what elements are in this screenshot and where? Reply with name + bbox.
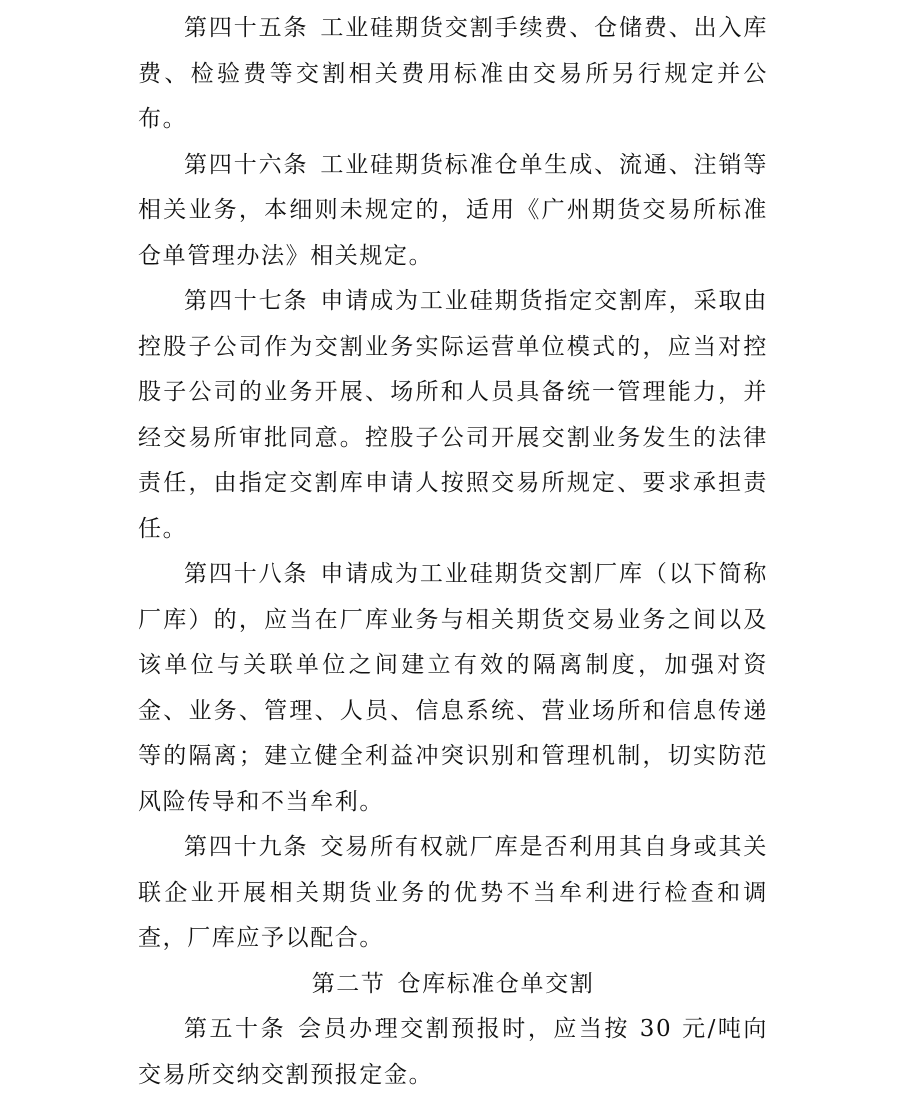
article-50 [138,1007,768,1098]
article-49 [138,825,768,962]
section-heading [138,962,768,1008]
article-47 [138,279,768,552]
article-number: 第五十条 [184,1016,287,1042]
section-number: 第二节 [311,970,386,997]
article-text: 会员办理交割预报时，应当按 30 元/吨向交易所交纳交割预报定金。 [138,1016,768,1088]
article-text: 申请成为工业硅期货交割厂库（以下简称厂库）的，应当在厂库业务与相关期货交易业务之间以及该单位与关联单位之间建立有效的隔离制度，加强对资金、业务、管理、人员、信息系统、营业场所和信息传递等的隔离；建立健全利益冲突识别和管理机制，切实防范风险传导和不当牟利。 [138,561,768,815]
article-number: 第四十八条 [184,561,309,587]
section-title-text: 仓库标准仓单交割 [397,970,595,997]
article-text: 工业硅期货标准仓单生成、流通、注销等相关业务，本细则未规定的，适用《广州期货交易所标准仓单管理办法》相关规定。 [138,151,768,269]
article-number: 第四十九条 [184,834,309,860]
article-text: 交易所有权就厂库是否利用其自身或其关联企业开展相关期货业务的优势不当牟利进行检查和调查，厂库应予以配合。 [138,834,768,951]
article-number: 第四十六条 [184,151,309,178]
article-46 [138,143,768,280]
article-text: 工业硅期货交割手续费、仓储费、出入库费、检验费等交割相关费用标准由交易所另行规定并公布。 [138,15,768,132]
article-number: 第四十五条 [184,15,309,41]
article-45 [138,6,768,143]
article-number: 第四十七条 [184,288,309,314]
article-text: 申请成为工业硅期货指定交割库，采取由控股子公司作为交割业务实际运营单位模式的，应当对控股子公司的业务开展、场所和人员具备统一管理能力，并经交易所审批同意。控股子公司开展交割业务发生的法律责任，由指定交割库申请人按照交易所规定、要求承担责任。 [138,288,768,542]
document-page [138,6,768,1098]
article-48 [138,552,768,825]
